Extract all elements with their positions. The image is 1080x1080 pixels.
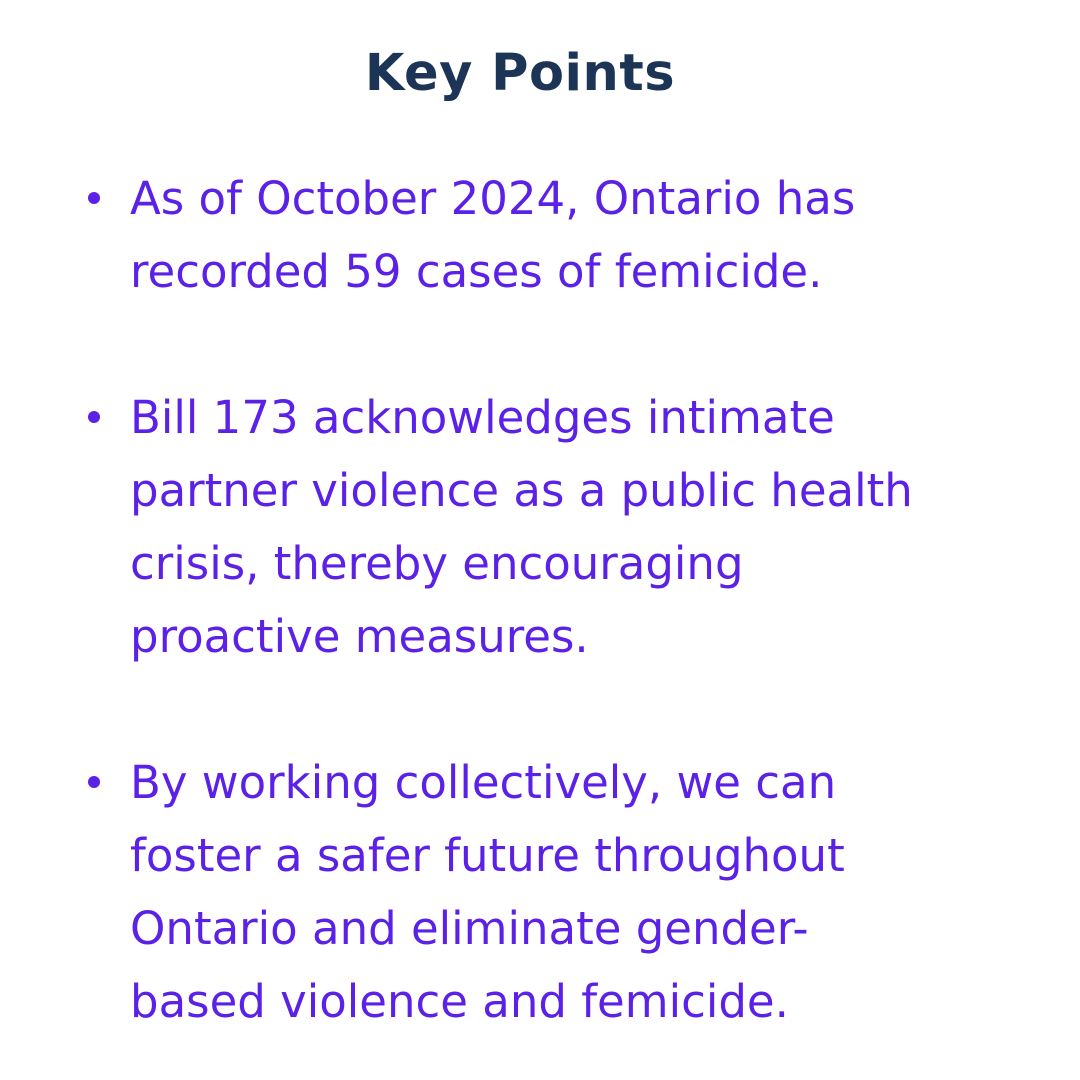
bullet-icon — [88, 776, 100, 788]
point-text: Bill 173 acknowledges intimate partner violence as a public health crisis, thereby encouraging proactive measures. — [130, 391, 913, 663]
bullet-icon — [88, 411, 100, 423]
point-text: As of October 2024, Ontario has recorded 59 cases of femicide. — [130, 172, 856, 298]
page-title: Key Points — [364, 44, 676, 103]
bullet-icon — [88, 192, 100, 204]
point-text: By working collectively, we can foster a safer future throughout Ontario and eliminate gender- based violence and femicide. — [130, 756, 845, 1028]
